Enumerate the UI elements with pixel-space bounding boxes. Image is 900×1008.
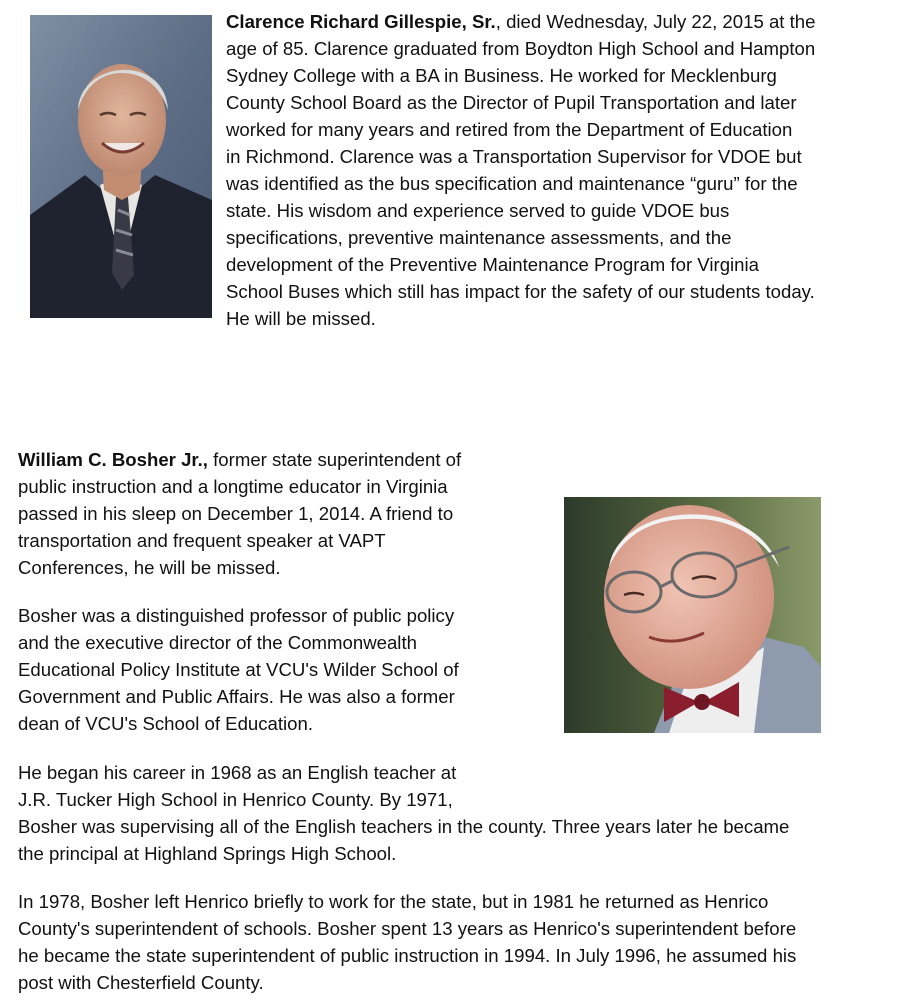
bosher-paragraph-4 [18,888,796,996]
bosher-paragraph-1 [18,446,461,581]
gillespie-line-6: in Richmond. Clarence was a Transportation Supervisor for VDOE but [226,146,802,167]
bosher-paragraph-2 [18,602,459,737]
bosher-p4-line-3: he became the state superintendent of public instruction in 1994. In July 1996, he assumed his [18,945,797,966]
bosher-p2-line-1: Bosher was a distinguished professor of public policy [18,605,455,626]
bosher-p2-line-3: Educational Policy Institute at VCU's Wilder School of [18,659,459,680]
bosher-p3-line-2: J.R. Tucker High School in Henrico County. By 1971, [18,789,453,810]
gillespie-line-7: was identified as the bus specification and maintenance “guru” for the [226,173,798,194]
gillespie-line-9: specifications, preventive maintenance assessments, and the [226,227,732,248]
gillespie-line-10: development of the Preventive Maintenance Program for Virginia [226,254,759,275]
gillespie-text [226,8,816,332]
bosher-name: William C. Bosher Jr., [18,449,208,470]
bosher-p1-line-5: Conferences, he will be missed. [18,557,281,578]
bosher-p3-line-1: He began his career in 1968 as an English teacher at [18,762,457,783]
gillespie-line-8: state. His wisdom and experience served to guide VDOE bus [226,200,730,221]
gillespie-line-3: Sydney College with a BA in Business. He worked for Mecklenburg [226,65,777,86]
bosher-p2-line-2: and the executive director of the Commonwealth [18,632,417,653]
gillespie-line-11: School Buses which still has impact for the safety of our students today. [226,281,815,302]
gillespie-line-2: age of 85. Clarence graduated from Boydton High School and Hampton [226,38,816,59]
bosher-p2-line-4: Government and Public Affairs. He was also a former [18,686,455,707]
bosher-p4-line-1: In 1978, Bosher left Henrico briefly to work for the state, but in 1981 he returned as Henrico [18,891,769,912]
bosher-p1-line-3: passed in his sleep on December 1, 2014. A friend to [18,503,454,524]
bosher-p1-line-2: public instruction and a longtime educator in Virginia [18,476,448,497]
bosher-p3-line-4: the principal at Highland Springs High School. [18,843,397,864]
bosher-p1-line-1: William C. Bosher Jr., former state superintendent of [18,449,462,470]
gillespie-line-4: County School Board as the Director of Pupil Transportation and later [226,92,797,113]
bosher-p4-line-2: County's superintendent of schools. Bosher spent 13 years as Henrico's superintendent before [18,918,797,939]
gillespie-photo [30,15,212,318]
gillespie-name: Clarence Richard Gillespie, Sr. [226,11,496,32]
bosher-p3-line-3: Bosher was supervising all of the English teachers in the county. Three years later he became [18,816,790,837]
bosher-p4-line-4: post with Chesterfield County. [18,972,264,993]
gillespie-line-5: worked for many years and retired from the Department of Education [226,119,793,140]
gillespie-line-1: Clarence Richard Gillespie, Sr., died Wednesday, July 22, 2015 at the [226,11,816,32]
bosher-p1-line-4: transportation and frequent speaker at VAPT [18,530,386,551]
bosher-paragraph-3 [18,759,789,867]
bosher-p2-line-5: dean of VCU's School of Education. [18,713,314,734]
gillespie-line-12: He will be missed. [226,308,376,329]
bosher-photo [564,497,821,733]
